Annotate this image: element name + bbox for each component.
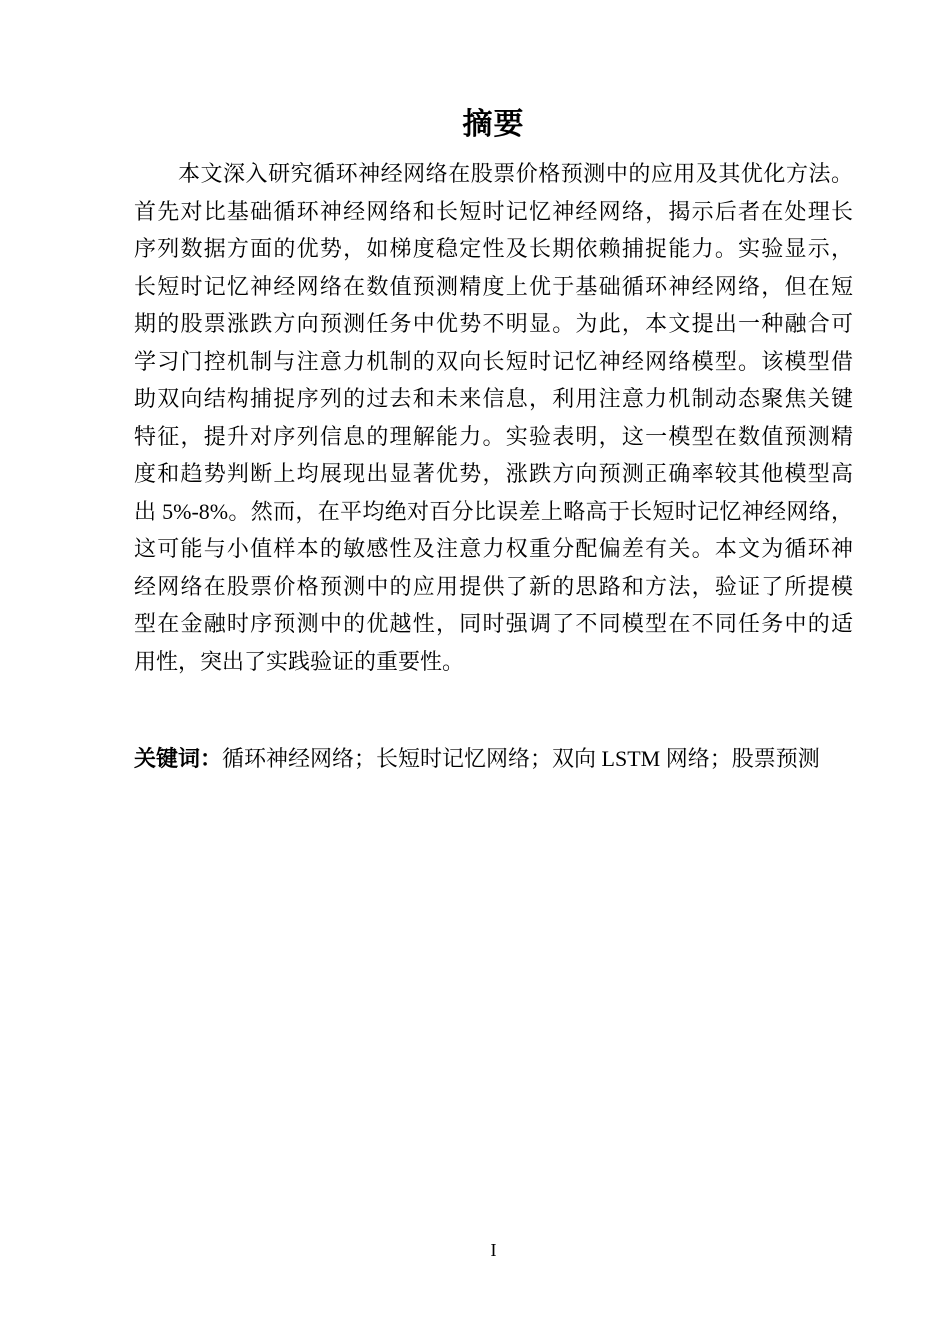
abstract-line: 首先对比基础循环神经网络和长短时记忆神经网络，揭示后者在处理长: [134, 198, 853, 224]
abstract-line: 期的股票涨跌方向预测任务中优势不明显。为此，本文提出一种融合可: [134, 311, 853, 336]
keywords-label: 关键词：: [134, 746, 223, 771]
keywords-text: 循环神经网络；长短时记忆网络；双向 LSTM 网络；股票预测: [222, 746, 820, 771]
abstract-line: 用性，突出了实践验证的重要性。: [134, 648, 465, 674]
keywords-row: [134, 740, 853, 778]
abstract-paragraph: [134, 155, 853, 680]
abstract-line: 本文深入研究循环神经网络在股票价格预测中的应用及其优化方法。: [178, 161, 853, 186]
abstract-line: 长短时记忆神经网络在数值预测精度上优于基础循环神经网络，但在短: [134, 273, 853, 299]
abstract-line: 学习门控机制与注意力机制的双向长短时记忆神经网络模型。该模型借: [134, 348, 853, 374]
abstract-line: 特征，提升对序列信息的理解能力。实验表明，这一模型在数值预测精: [134, 423, 853, 449]
page-title: 摘要: [462, 108, 525, 141]
abstract-line: 型在金融时序预测中的优越性，同时强调了不同模型在不同任务中的适: [134, 611, 853, 636]
abstract-line: 这可能与小值样本的敏感性及注意力权重分配偏差有关。本文为循环神: [134, 536, 853, 561]
abstract-line: 助双向结构捕捉序列的过去和未来信息，利用注意力机制动态聚焦关键: [134, 386, 853, 411]
page-number: I: [490, 1240, 497, 1260]
abstract-line: 度和趋势判断上均展现出显著优势，涨跌方向预测正确率较其他模型高: [134, 461, 853, 486]
abstract-line: 经网络在股票价格预测中的应用提供了新的思路和方法，验证了所提模: [134, 573, 853, 599]
abstract-line: 序列数据方面的优势，如梯度稳定性及长期依赖捕捉能力。实验显示，: [134, 236, 853, 261]
abstract-line: 出 5%-8%。然而，在平均绝对百分比误差上略高于长短时记忆神经网络，: [134, 498, 853, 524]
